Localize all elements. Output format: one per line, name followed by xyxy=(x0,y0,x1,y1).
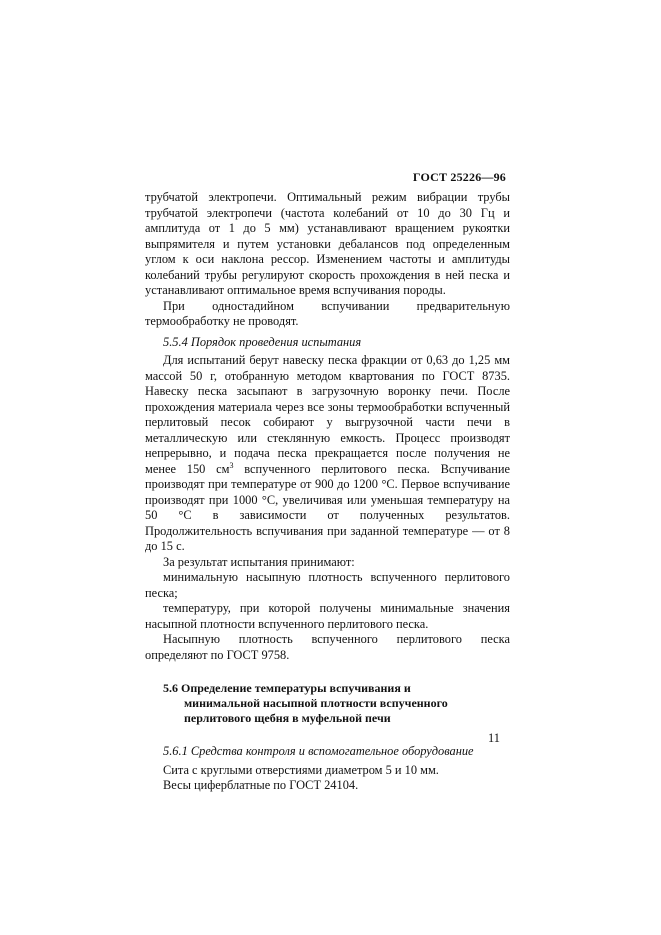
page-body xyxy=(145,190,510,794)
section-heading-5-6 xyxy=(145,681,510,726)
page-number: 11 xyxy=(488,731,500,745)
subsection-heading-5-6-1: 5.6.1 Средства контроля и вспомогательное оборудование xyxy=(163,744,474,758)
section-heading-line-1: 5.6 Определение температуры вспучивания и xyxy=(163,681,411,695)
paragraph-single-stage: При одностадийном вспучивании предварительную термообработку не проводят. xyxy=(145,298,510,328)
document-code-header: ГОСТ 25226—96 xyxy=(412,170,506,184)
paragraph-test-result: За результат испытания принимают: xyxy=(163,554,355,569)
procedure-text-part-2: вспученного перлитового песка. Вспучивание производят при температуре от 900 до 1200 °С. Первое вспучивание производят при 1000 °С, увеличивая или уменьшая температуру на 50 °С в зависимости от полученных результатов. Продолжительность вспучивания при заданной температуре — от 8 до 15 с. xyxy=(145,461,510,553)
paragraph-test-procedure xyxy=(145,353,510,555)
section-heading-line-2: минимальной насыпной плотности вспученного xyxy=(184,696,448,710)
paragraph-bulk-density: Насыпную плотность вспученного перлитового песка определяют по ГОСТ 9758. xyxy=(145,632,510,662)
paragraph-sieves: Сита с круглыми отверстиями диаметром 5 и 10 мм. xyxy=(163,762,439,777)
cubic-superscript: 3 xyxy=(229,460,234,470)
procedure-text-part-1: Для испытаний берут навеску песка фракции от 0,63 до 1,25 мм массой 50 г, отобранную методом квартования по ГОСТ 8735. Навеску песка засыпают в загрузочную воронку печи. После прохождения материала через все зоны термообработки вспученный перлитовый песок собирают у выгрузочной части печи в металлическую или стеклянную емкость. Процесс производят непрерывно, и подача песка прекращается после получения не менее 150 см xyxy=(145,353,510,476)
paragraph-min-density: минимальную насыпную плотность вспученного перлитового песка; xyxy=(145,570,510,600)
paragraph-temperature: температуру, при которой получены минимальные значения насыпной плотности вспученного перлитового песка. xyxy=(145,601,510,631)
paragraph-scales: Весы циферблатные по ГОСТ 24104. xyxy=(163,778,359,792)
paragraph-vibration-mode: трубчатой электропечи. Оптимальный режим вибрации трубы трубчатой электропечи (частота колебаний от 10 до 30 Гц и амплитуда от 1 до 5 мм) устанавливают вращением рукоятки выпрямителя и путем установки дебалансов под определенным углом к оси наклона рессор. Изменением частоты и амплитуды колебаний трубы регулируют скорость прохождения в ней песка и устанавливают оптимальное время вспучивания породы. xyxy=(145,190,510,297)
subsection-heading-5-5-4: 5.5.4 Порядок проведения испытания xyxy=(163,334,362,349)
section-heading-line-3: перлитового щебня в муфельной печи xyxy=(184,711,391,725)
